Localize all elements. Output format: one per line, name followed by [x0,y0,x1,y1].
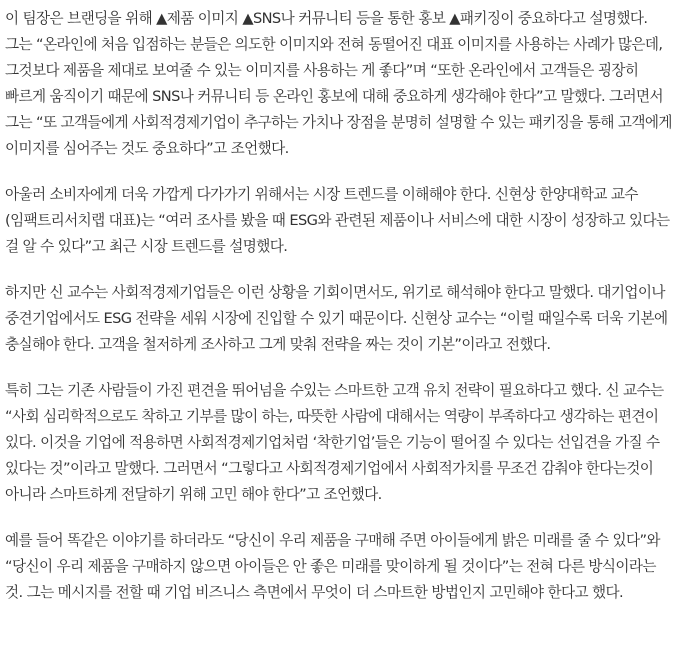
article-paragraph-3: 하지만 신 교수는 사회적경제기업들은 이런 상황을 기회이면서도, 위기로 해석해야 한다고 말했다. 대기업이나 중견기업에서도 ESG 전략을 세워 시장에 진입할 수 있기 때문이다. 신현상 교수는 “이럴 때일수록 더욱 기본에 충실해야 한다. 고객을 철저하게 조사하고 그게 맞춰 전략을 짜는 것이 기본”이라고 전했다. [5,284,668,353]
article-paragraph-2: 아울러 소비자에게 더욱 가깝게 다가가기 위해서는 시장 트렌드를 이해해야 한다. 신현상 한양대학교 교수(임팩트리서치랩 대표)는 “여러 조사를 봤을 때 ESG와 관련된 제품이나 서비스에 대한 시장이 성장하고 있다는 걸 알 수 있다”고 최근 시장 트렌드를 설명했다. [5,186,670,255]
article-paragraph-1: 이 팀장은 브랜딩을 위해 ▲제품 이미지 ▲SNS나 커뮤니티 등을 통한 홍보 ▲패키징이 중요하다고 설명했다. 그는 “온라인에 처음 입점하는 분들은 의도한 이미지와 전혀 동떨어진 대표 이미지를 사용하는 사례가 많은데, 그것보다 제품을 제대로 보여줄 수 있는 이미지를 사용하는 게 좋다”며 “또한 온라인에서 고객들은 굉장히 빠르게 움직이기 때문에 SNS나 커뮤니티 등 온라인 홍보에 대해 중요하게 생각해야 한다”고 말했다. 그러면서 그는 “또 고객들에게 사회적경제기업이 추구하는 가치나 장점을 분명히 설명할 수 있는 패키징을 통해 고객에게 이미지를 심어주는 것도 중요하다”고 조언했다. [5,10,672,157]
article-paragraph-5: 예를 들어 똑같은 이야기를 하더라도 “당신이 우리 제품을 구매해 주면 아이들에게 밝은 미래를 줄 수 있다”와 “당신이 우리 제품을 구매하지 않으면 아이들은 안 좋은 미래를 맞이하게 될 것이다”는 전혀 다른 방식이라는 것. 그는 메시지를 전할 때 기업 비즈니스 측면에서 무엇이 더 스마트한 방법인지 고민해야 한다고 했다. [5,532,660,601]
article-paragraph-4: 특히 그는 기존 사람들이 가진 편견을 뛰어넘을 수있는 스마트한 고객 유치 전략이 필요하다고 했다. 신 교수는 “사회 심리학적으로도 착하고 기부를 많이 하는, 따뜻한 사람에 대해서는 역량이 부족하다고 생각하는 편견이 있다. 이것을 기업에 적용하면 사회적경제기업처럼 ‘착한기업’들은 기능이 떨어질 수 있다는 선입견을 가질 수 있다는 것”이라고 말했다. 그러면서 “그렇다고 사회적경제기업에서 사회적가치를 무조건 감춰야 한다는것이 아니라 스마트하게 전달하기 위해 고민 해야 한다”고 조언했다. [5,382,664,503]
